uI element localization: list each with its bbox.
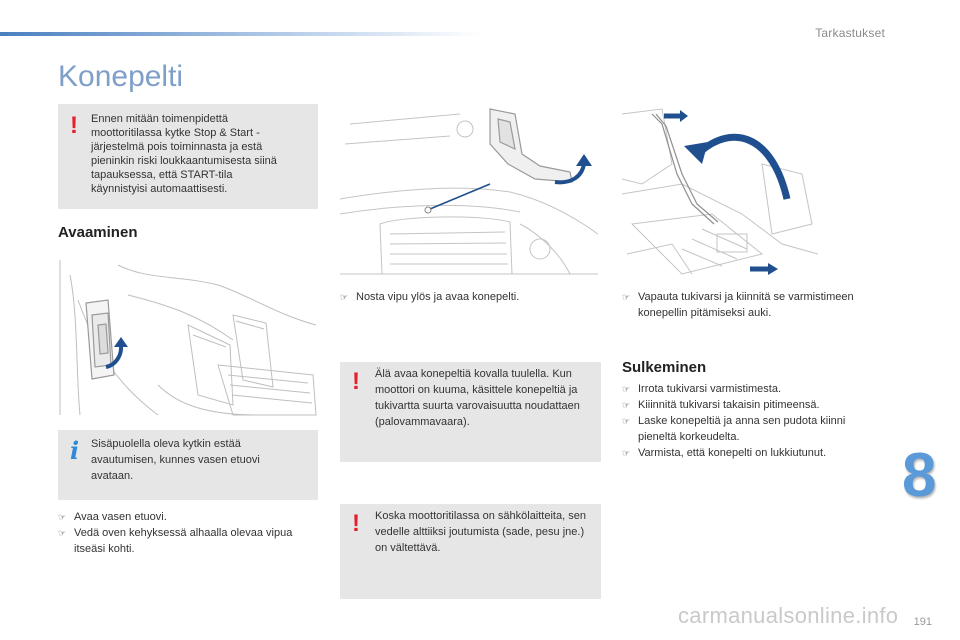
- opening-steps: [58, 509, 318, 557]
- arrow-bullet-icon: ☞: [622, 416, 631, 426]
- bonnet-catch-illustration: [340, 104, 600, 279]
- support-strut-illustration: [622, 104, 818, 279]
- warning-text: Ennen mitään toimenpidettä moottoritilassa kytke Stop & Start -järjestelmä pois toiminnasta ja estä pieninkin riski loukkaantumisesta siinä tapauksessa, että START-tila käynnistyisi automaattisesti.: [91, 113, 277, 195]
- page-title: Konepelti: [58, 60, 184, 93]
- warning-box-electrical: [340, 504, 601, 599]
- exclamation-icon: !: [352, 510, 360, 537]
- arrow-bullet-icon: ☞: [622, 384, 631, 394]
- section-label: Tarkastukset: [815, 26, 885, 40]
- closing-heading: Sulkeminen: [622, 359, 707, 376]
- middle-step: [340, 289, 600, 305]
- step-text: Vapauta tukivarsi ja kiinnitä se varmistimeen konepellin pitämiseksi auki.: [638, 291, 854, 319]
- page-number: 191: [913, 616, 932, 628]
- warning-box-wind: [340, 362, 601, 462]
- list-item: [58, 525, 318, 557]
- step-text: Varmista, että konepelti on lukkiutunut.: [638, 447, 827, 459]
- arrow-bullet-icon: ☞: [58, 528, 67, 538]
- warning-text: Koska moottoritilassa on sähkölaitteita, sen vedelle alttiiksi joutumista (sade, pesu jne.) on vältettävä.: [375, 510, 586, 554]
- list-item: [340, 289, 600, 305]
- list-item: [622, 445, 887, 461]
- list-item: [622, 397, 887, 413]
- list-item: [622, 381, 887, 397]
- info-text: Sisäpuolella oleva kytkin estää avautumisen, kunnes vasen etuovi avataan.: [91, 438, 260, 482]
- header-accent-bar: [0, 32, 480, 36]
- step-text: Kiiinnitä tukivarsi takaisin pitimeensä.: [638, 399, 820, 411]
- step-text: Avaa vasen etuovi.: [74, 511, 167, 523]
- arrow-bullet-icon: ☞: [622, 292, 631, 302]
- arrow-bullet-icon: ☞: [58, 512, 67, 522]
- info-box-door-switch: [58, 430, 318, 500]
- list-item: [622, 413, 887, 445]
- arrow-bullet-icon: ☞: [622, 400, 631, 410]
- chapter-badge: 8: [902, 441, 937, 510]
- interior-lever-illustration: [58, 255, 318, 420]
- info-icon: i: [70, 436, 80, 465]
- step-text: Laske konepeltiä ja anna sen pudota kiinni pieneltä korkeudelta.: [638, 415, 846, 443]
- step-text: Vedä oven kehyksessä alhaalla olevaa vipua itseäsi kohti.: [74, 527, 293, 555]
- warning-box-stop-start: [58, 104, 318, 209]
- opening-heading: Avaaminen: [58, 224, 138, 241]
- warning-text: Älä avaa konepeltiä kovalla tuulella. Kun moottori on kuuma, käsittele konepeltiä ja tukivartta suurta varovaisuutta noudattaen (palovammavaara).: [375, 368, 580, 428]
- exclamation-icon: !: [352, 368, 360, 395]
- step-text: Nosta vipu ylös ja avaa konepelti.: [356, 291, 520, 303]
- arrow-bullet-icon: ☞: [622, 448, 631, 458]
- arrow-bullet-icon: ☞: [340, 292, 349, 302]
- right-step: [622, 289, 887, 321]
- closing-steps: [622, 381, 887, 461]
- list-item: [58, 509, 318, 525]
- list-item: [622, 289, 887, 321]
- step-text: Irrota tukivarsi varmistimesta.: [638, 383, 782, 395]
- exclamation-icon: !: [70, 112, 78, 139]
- watermark: carmanualsonline.info: [678, 603, 899, 628]
